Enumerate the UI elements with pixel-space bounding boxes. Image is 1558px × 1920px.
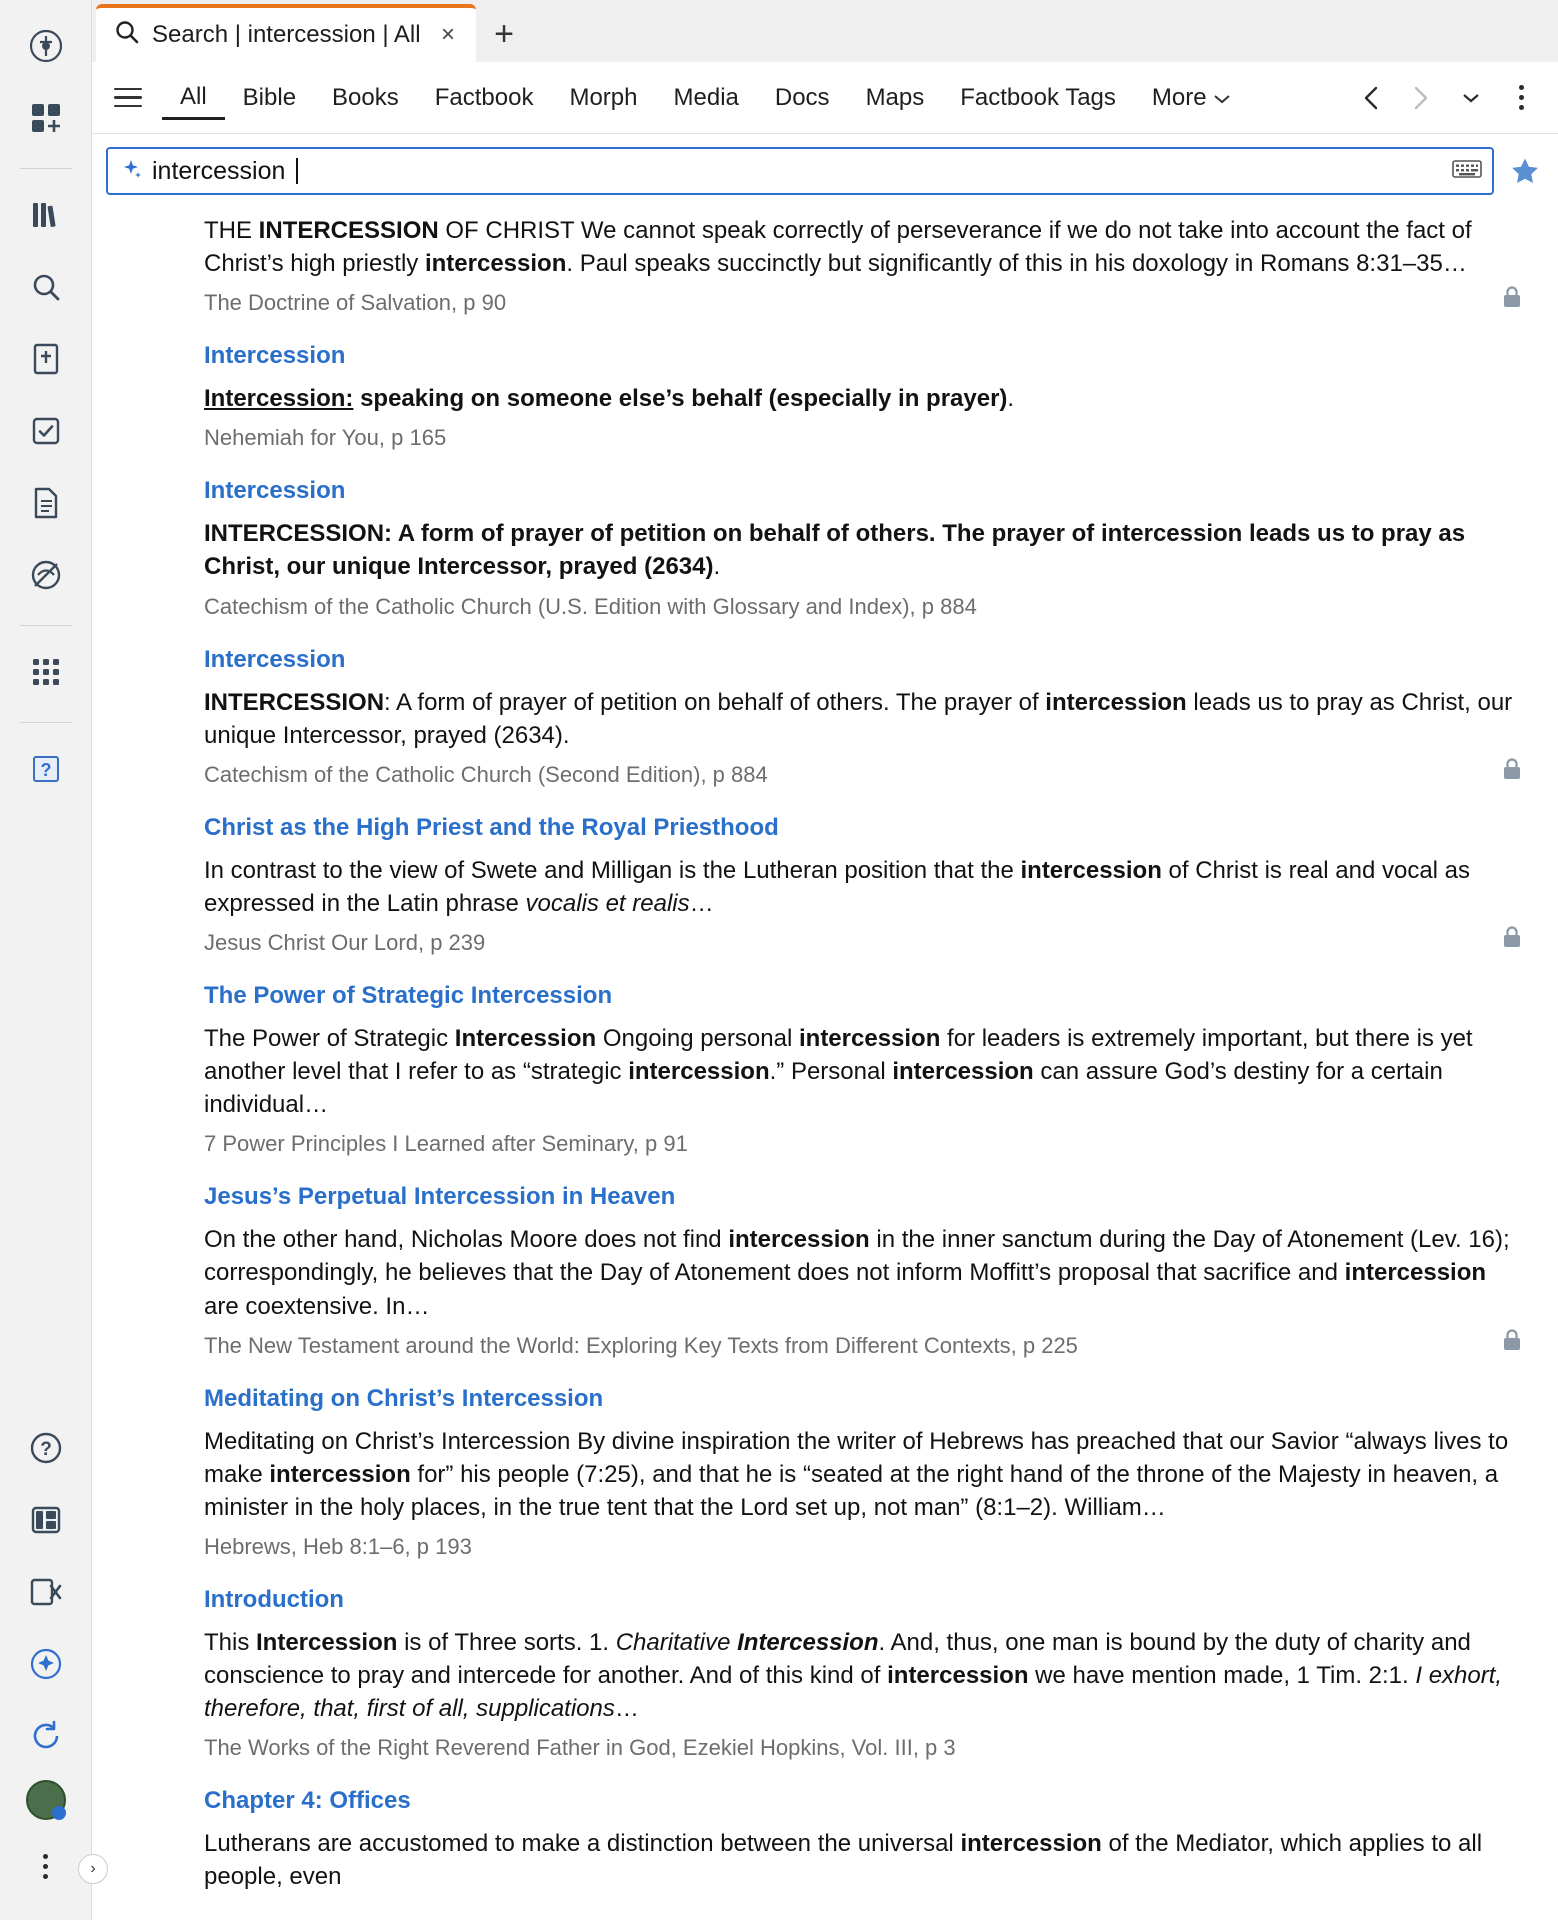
apps-grid-icon[interactable]	[18, 644, 74, 700]
library-icon[interactable]	[18, 187, 74, 243]
result-title[interactable]: The Power of Strategic Intercession	[204, 981, 613, 1009]
forward-icon[interactable]	[1398, 75, 1444, 121]
back-icon[interactable]	[1348, 75, 1394, 121]
logos-home-icon[interactable]	[18, 18, 74, 74]
result-source[interactable]: Hebrews, Heb 8:1–6, p 193	[204, 1533, 472, 1559]
result-snippet: THE INTERCESSION OF CHRIST We cannot speak correctly of perseverance if we do not take into account the fact of Christ’s high priestly intercession. Paul speaks succinctly but significantly of this in his doxology in Romans 8:31–35…	[204, 217, 1472, 278]
svg-text:?: ?	[39, 1439, 52, 1460]
documents-icon[interactable]	[18, 475, 74, 531]
checklist-icon[interactable]	[18, 403, 74, 459]
search-value: intercession	[152, 156, 286, 185]
sync-icon[interactable]	[18, 1708, 74, 1764]
tab-more[interactable]	[1134, 76, 1249, 120]
result-title[interactable]: Jesus’s Perpetual Intercession in Heaven	[204, 1183, 676, 1211]
result-snippet: Meditating on Christ’s Intercession By divine inspiration the writer of Hebrews has preached that our Savior “always lives to make intercession for” his people (7:25), and that he is “seated at the right hand of the throne of the Majesty in heaven, a minister in the holy places, in the true tent that the Lord set up, not man” (8:1–2). William…	[204, 1427, 1509, 1521]
keyboard-icon[interactable]	[1452, 159, 1482, 184]
tab-strip	[92, 0, 1558, 62]
result-item[interactable]	[92, 214, 1558, 316]
lock-icon	[1502, 1328, 1522, 1357]
result-title[interactable]: Intercession	[204, 645, 346, 673]
lock-icon	[1502, 757, 1522, 786]
result-source[interactable]: The Doctrine of Salvation, p 90	[204, 290, 507, 316]
tab-label: Search | intercession | All	[152, 21, 421, 48]
svg-text:?: ?	[40, 760, 51, 780]
search-row	[92, 134, 1558, 208]
tab-docs[interactable]: Docs	[774, 83, 830, 111]
text-caret	[296, 158, 298, 184]
tab-books[interactable]: Books	[332, 83, 399, 111]
result-item[interactable]	[92, 1787, 1558, 1893]
tab-factbook-tags[interactable]: Factbook Tags	[960, 83, 1116, 111]
result-source[interactable]: Jesus Christ Our Lord, p 239	[204, 929, 486, 955]
tab-factbook[interactable]: Factbook	[434, 83, 534, 111]
tab-search[interactable]	[96, 4, 476, 62]
nav-controls	[1348, 75, 1544, 121]
sparkle-icon[interactable]	[18, 1636, 74, 1692]
result-snippet: The Power of Strategic Intercession Ongoing personal intercession for leaders is extremely important, but there is yet another level that I refer to as “strategic intercession.” Personal intercession can assure God’s destiny for a certain individual…	[204, 1024, 1473, 1119]
tab-media[interactable]: Media	[673, 83, 739, 111]
guides-icon[interactable]	[18, 547, 74, 603]
tab-maps[interactable]: Maps	[865, 83, 925, 111]
bible-icon[interactable]	[18, 331, 74, 387]
left-rail	[0, 0, 92, 1920]
left-rail-bottom	[18, 1420, 74, 1920]
tab-all[interactable]: All	[162, 75, 225, 120]
result-item[interactable]	[92, 814, 1558, 956]
help-blue-icon[interactable]	[18, 741, 74, 797]
result-snippet: Intercession: speaking on someone else’s behalf (especially in prayer).	[204, 385, 1015, 413]
rail-divider-2	[20, 625, 72, 626]
result-source[interactable]: 7 Power Principles I Learned after Seminary, p 91	[204, 1131, 688, 1157]
tab-bible[interactable]: Bible	[242, 83, 297, 111]
account-avatar[interactable]	[26, 1780, 66, 1820]
nav-bar	[92, 62, 1558, 134]
rail-divider	[20, 168, 72, 169]
close-panels-icon[interactable]	[18, 1564, 74, 1620]
result-source[interactable]: Catechism of the Catholic Church (U.S. Edition with Glossary and Index), p 884	[204, 593, 977, 619]
favorite-star-icon[interactable]	[1504, 150, 1546, 192]
result-source[interactable]: Nehemiah for You, p 165	[204, 425, 447, 451]
result-title[interactable]: Christ as the High Priest and the Royal Priesthood	[204, 813, 779, 841]
main-area	[92, 0, 1558, 1920]
result-item[interactable]	[92, 1385, 1558, 1560]
result-snippet: In contrast to the view of Swete and Milligan is the Lutheran position that the intercession of Christ is real and vocal as expressed in the Latin phrase vocalis et realis…	[204, 856, 1471, 917]
chevron-down-icon	[1213, 84, 1231, 112]
help-icon[interactable]	[18, 1420, 74, 1476]
panel-menu-icon[interactable]	[1498, 75, 1544, 121]
rail-divider-3	[20, 722, 72, 723]
close-icon[interactable]: ×	[440, 21, 455, 48]
result-snippet: INTERCESSION: A form of prayer of petition on behalf of others. The prayer of intercession leads us to pray as Christ, our unique Intercessor, prayed (2634).	[204, 688, 1513, 749]
expand-panel-icon[interactable]: ›	[78, 1854, 108, 1884]
result-snippet: This Intercession is of Three sorts. 1. Charitative Intercession. And, thus, one man is bound by the duty of charity and conscience to pray and intercede for another. And of this kind of intercession we have mention made, 1 Tim. 2:1. I exhort, therefore, that, first of all, supplications…	[204, 1628, 1503, 1723]
more-label: More	[1151, 83, 1207, 111]
sparkle-icon	[120, 158, 142, 185]
lock-icon	[1502, 285, 1522, 314]
result-snippet: INTERCESSION: A form of prayer of petition on behalf of others. The prayer of intercession leads us to pray as Christ, our unique Intercessor, prayed (2634).	[204, 520, 1466, 581]
result-source[interactable]: Catechism of the Catholic Church (Second Edition), p 884	[204, 761, 768, 787]
lock-icon	[1502, 925, 1522, 954]
search-icon[interactable]	[18, 259, 74, 315]
result-item[interactable]	[92, 982, 1558, 1157]
result-item[interactable]	[92, 1183, 1558, 1358]
result-title[interactable]: Intercession	[204, 342, 346, 370]
new-tab-button[interactable]: +	[494, 14, 514, 53]
result-snippet: Lutherans are accustomed to make a distinction between the universal intercession of the Mediator, which applies to all people, even	[204, 1830, 1483, 1891]
result-item[interactable]	[92, 646, 1558, 788]
history-chevron-down-icon[interactable]	[1448, 75, 1494, 121]
search-icon	[114, 19, 140, 52]
result-title[interactable]: Introduction	[204, 1585, 344, 1613]
search-results-list[interactable]	[92, 208, 1558, 1920]
result-source[interactable]: The Works of the Right Reverend Father in God, Ezekiel Hopkins, Vol. III, p 3	[204, 1735, 956, 1761]
result-item[interactable]	[92, 342, 1558, 451]
tab-morph[interactable]: Morph	[569, 83, 638, 111]
result-source[interactable]: The New Testament around the World: Exploring Key Texts from Different Contexts, p 225	[204, 1332, 1078, 1358]
search-input[interactable]	[106, 147, 1494, 195]
result-title[interactable]: Chapter 4: Offices	[204, 1787, 411, 1815]
menu-icon[interactable]	[102, 72, 154, 124]
layouts-icon[interactable]	[18, 1492, 74, 1548]
result-item[interactable]	[92, 1586, 1558, 1761]
result-title[interactable]: Intercession	[204, 477, 346, 505]
dashboard-icon[interactable]	[18, 90, 74, 146]
result-item[interactable]	[92, 477, 1558, 619]
result-title[interactable]: Meditating on Christ’s Intercession	[204, 1384, 604, 1412]
overflow-menu-icon[interactable]	[18, 1838, 74, 1894]
result-snippet: On the other hand, Nicholas Moore does not find intercession in the inner sanctum during the Day of Atonement (Lev. 16); correspondingly, he believes that the Day of Atonement does not inform Moffitt’s proposal that sacrifice and intercession are coextensive. In…	[204, 1226, 1510, 1320]
